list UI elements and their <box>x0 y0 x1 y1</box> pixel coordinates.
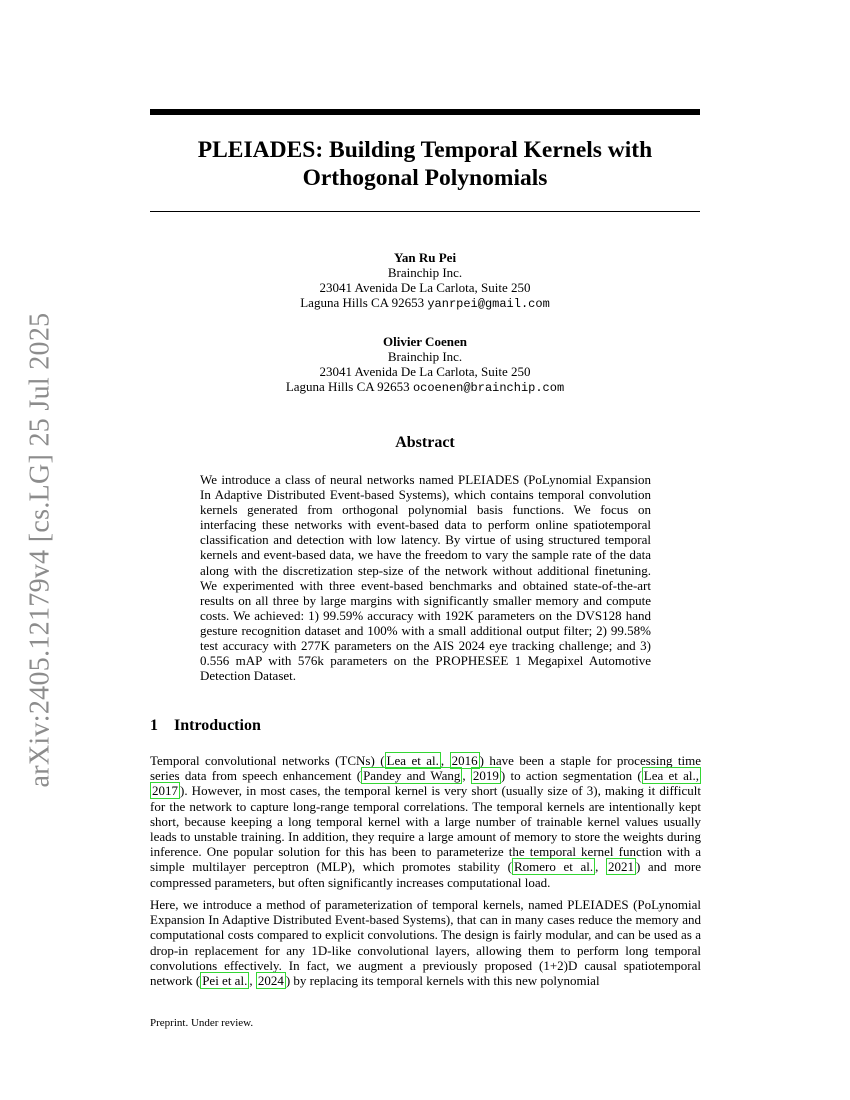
author-block-2 <box>150 334 700 396</box>
citation-link[interactable]: Pandey and Wang <box>363 768 461 784</box>
intro-paragraph-2: Here, we introduce a method of parameterization of temporal kernels, named PLEIADES (PoLynomial Expansion In Adaptive Distributed Event-based Systems), that can in many cases reduce the memory and computational costs compared to explicit convolutions. The design is fairly modular, and can be used as a drop-in replacement for any 1D-like convolutional layers, allowing them to perform long temporal convolutions effectively. In fact, we augment a previously proposed (1+2)D causal spatiotemporal network ( Pei et al. , 2024 ) by replacing its temporal kernels with this new polynomial <box>150 897 701 989</box>
author-city: Laguna Hills CA 92653 <box>285 379 410 394</box>
citation-link[interactable]: 2016 <box>451 753 478 768</box>
author-affiliation: Brainchip Inc. <box>387 349 463 364</box>
author-address: 23041 Avenida De La Carlota, Suite 250 <box>319 280 531 295</box>
paper-title <box>150 136 700 192</box>
arxiv-identifier: arXiv:2405.12179v4 [cs.LG] 25 Jul 2025 <box>24 312 55 788</box>
citation-link[interactable]: Romero et al. <box>513 859 594 875</box>
author-city-email <box>150 295 700 312</box>
abstract-heading: Abstract <box>395 434 455 451</box>
arxiv-side-stamp <box>20 312 60 788</box>
intro-paragraph-1: Temporal convolutional networks (TCNs) ( Lea et al. , 2016 ) have been a staple for processing time series data from speech enhancement ( Pandey and Wang , 2019 ) to action segmentation ( Lea et al., 2017 ). However, in most cases, the temporal kernel is very short (usually size of 3), making it difficult for the network to capture long-range temporal correlations. The temporal kernels are intentionally kept short, because keeping a long temporal kernel with a large number of trainable kernel values usually leads to unstable training. In addition, they require a large amount of memory to store the weights during inference. One popular solution for this has been to parameterize the temporal kernel function with a simple multilayer perceptron (MLP), which promotes stability ( Romero et al. , 2021 ) and more compressed parameters, but often significantly increases computational load. <box>150 753 702 890</box>
title-bottom-rule <box>150 211 700 212</box>
citation-link[interactable]: Pei et al. <box>202 973 248 989</box>
citation-link[interactable]: 2017 <box>152 783 178 799</box>
author-address: 23041 Avenida De La Carlota, Suite 250 <box>319 364 531 379</box>
citation-link[interactable]: Lea et al., <box>643 768 699 784</box>
title-line-1: PLEIADES: Building Temporal Kernels with <box>197 137 653 163</box>
citation-link[interactable]: 2019 <box>472 768 499 784</box>
citation-link[interactable]: 2021 <box>607 859 634 875</box>
title-top-rule <box>150 109 700 115</box>
author-email[interactable]: yanrpei@gmail.com <box>427 297 550 311</box>
citation-link[interactable]: Lea et al. <box>386 753 439 768</box>
author-city-email <box>150 379 700 396</box>
section-heading-introduction <box>150 717 261 735</box>
author-block-1 <box>150 250 700 312</box>
section-title: Introduction <box>174 717 261 734</box>
section-number: 1 <box>150 717 158 734</box>
footer-note: Preprint. Under review. <box>150 1017 254 1029</box>
author-name: Yan Ru Pei <box>393 250 457 265</box>
author-city: Laguna Hills CA 92653 <box>300 295 425 310</box>
author-affiliation: Brainchip Inc. <box>387 265 463 280</box>
author-name: Olivier Coenen <box>383 334 467 349</box>
abstract-text: We introduce a class of neural networks named PLEIADES (PoLynomial Expansion In Adaptive Distributed Event-based Systems), which contains temporal convolution kernels generated from orthogonal polynomial basis functions. We focus on interfacing these networks with event-based data to perform online spatiotemporal classification and detection with low latency. By virtue of using structured temporal kernels and event-based data, we have the freedom to vary the sample rate of the data along with the discretization step-size of the network without additional finetuning. We experimented with three event-based benchmarks and obtained state-of-the-art results on all three by large margins with significantly smaller memory and compute costs. We achieved: 1) 99.59% accuracy with 192K parameters on the DVS128 hand gesture recognition dataset and 100% with a small additional output filter; 2) 99.58% test accuracy with 277K parameters on the AIS 2024 eye tracking challenge; and 3) 0.556 mAP with 576k parameters on the PROPHESEE 1 Megapixel Automotive Detection Dataset. <box>200 472 651 684</box>
citation-link[interactable]: 2024 <box>257 973 284 989</box>
author-email[interactable]: ocoenen@brainchip.com <box>412 381 565 395</box>
title-line-2: Orthogonal Polynomials <box>302 165 548 191</box>
